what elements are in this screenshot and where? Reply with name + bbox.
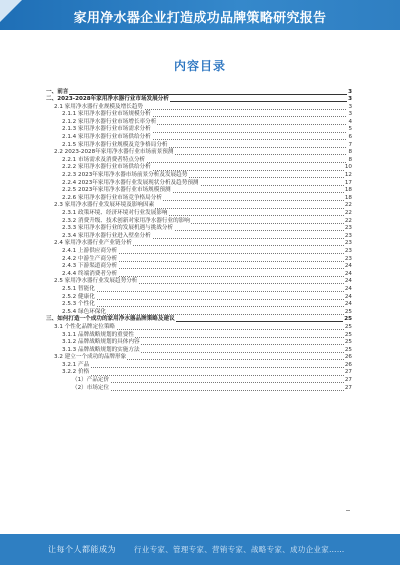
toc-entry-page: 27 xyxy=(344,384,352,391)
toc-entry-label: 2.4 家用净水器行业产业链分析 xyxy=(54,240,132,247)
toc-entry-label: 2.1 家用净水器行业规模及增长趋势 xyxy=(54,103,143,110)
toc-entry-page: 26 xyxy=(344,361,352,368)
toc-entry[interactable] xyxy=(46,354,352,362)
toc-entry-page: 3 xyxy=(348,111,352,118)
toc-entry-page: 25 xyxy=(344,308,352,315)
footer-slogan: 让每个人都能成为 xyxy=(48,545,116,554)
toc-leader-dots xyxy=(46,94,352,95)
toc-entry[interactable] xyxy=(46,225,352,233)
toc-entry[interactable] xyxy=(46,89,352,97)
toc-entry-label: 2.2.4 2023年家用净水器行业发展现状分析及趋势预测 xyxy=(62,179,199,186)
toc-entry-label: 2.2 2023-2028年家用净水器行业市场前景预测 xyxy=(54,149,174,156)
toc-entry-label: 2.3.3 家用净水器行业的发展机遇与挑战分析 xyxy=(62,225,174,232)
toc-entry-page: 18 xyxy=(344,194,352,201)
toc-leader-dots xyxy=(62,291,352,292)
toc-entry-page: 24 xyxy=(344,270,352,277)
toc-entry[interactable] xyxy=(46,324,352,332)
toc-entry[interactable] xyxy=(46,126,352,134)
toc-entry-label: 2.4.2 中游生产商分析 xyxy=(62,255,118,262)
toc-entry-label: 3.1.3 品牌战略规划的实施方法 xyxy=(62,346,140,353)
toc-entry-page: 24 xyxy=(344,301,352,308)
toc-entry[interactable] xyxy=(46,240,352,248)
toc-entry[interactable] xyxy=(46,286,352,294)
toc-entry-label: 2.4.4 终端消费者分析 xyxy=(62,270,118,277)
toc-entry-page: 25 xyxy=(344,316,352,323)
footer-roles: 行业专家、管理专家、营销专家、战略专家、成功企业家…… xyxy=(134,545,345,554)
toc-entry[interactable] xyxy=(46,164,352,172)
toc-entry-page: 23 xyxy=(344,255,352,262)
table-of-contents xyxy=(46,88,352,392)
toc-entry[interactable] xyxy=(46,134,352,142)
toc-entry[interactable] xyxy=(46,278,352,286)
toc-entry-label: 3.1.1 品牌战略规划的重要性 xyxy=(62,331,134,338)
toc-entry-page: 23 xyxy=(344,225,352,232)
toc-entry-page: 24 xyxy=(344,278,352,285)
toc-entry[interactable] xyxy=(46,248,352,256)
toc-entry-label: 2.1.1 家用净水器行业市场规模分析 xyxy=(62,111,151,118)
toc-leader-dots xyxy=(62,367,352,368)
toc-entry-label: （2）市场定位 xyxy=(72,384,110,391)
toc-entry-page: 27 xyxy=(344,369,352,376)
toc-entry-page: 23 xyxy=(344,232,352,239)
toc-entry-label: 2.1.2 家用净水器行业市场增长率分析 xyxy=(62,118,157,125)
toc-entry-page: 25 xyxy=(344,339,352,346)
toc-entry-label: 2.5.3 个性化 xyxy=(62,301,95,308)
toc-entry[interactable] xyxy=(46,332,352,340)
toc-entry[interactable] xyxy=(46,369,352,377)
toc-entry-label: 2.2.5 2023年家用净水器行业市场规模预测 xyxy=(62,187,171,194)
toc-entry-label: 2.2.3 2023年家用净水器市场前景分析及发展趋势 xyxy=(62,172,188,179)
toc-entry-label: （1）产品定价 xyxy=(72,377,110,384)
toc-entry-page: 23 xyxy=(344,247,352,254)
toc-entry-label: 2.2.2 家用净水器行业市场供给分析 xyxy=(62,164,151,171)
toc-leader-dots xyxy=(62,299,352,300)
toc-entry[interactable] xyxy=(46,362,352,370)
toc-entry-page: 7 xyxy=(348,141,352,148)
toc-entry-page: 5 xyxy=(348,126,352,133)
toc-entry[interactable] xyxy=(46,301,352,309)
header-banner xyxy=(0,0,400,30)
toc-leader-dots xyxy=(72,390,352,391)
toc-entry[interactable] xyxy=(46,339,352,347)
toc-entry-page: 10 xyxy=(344,164,352,171)
toc-entry-label: 2.1.5 家用净水器行业规模及竞争格局分析 xyxy=(62,141,168,148)
toc-entry-page: 25 xyxy=(344,323,352,330)
toc-entry-label: 2.1.4 家用净水器行业市场供给分析 xyxy=(62,134,151,141)
toc-entry-page: 8 xyxy=(348,149,352,156)
toc-entry-label: 3.2 建立一个成功的品牌形象 xyxy=(54,354,127,361)
toc-entry[interactable] xyxy=(46,294,352,302)
toc-entry-page: 4 xyxy=(348,118,352,125)
toc-entry-label: 3.2.2 价格 xyxy=(62,369,90,376)
toc-entry[interactable] xyxy=(46,210,352,218)
toc-entry-page: 8 xyxy=(348,156,352,163)
toc-entry-label: 2.4.3 下游渠道商分析 xyxy=(62,263,118,270)
toc-entry-label: 2.3.4 家用净水器行业进入壁垒分析 xyxy=(62,232,151,239)
toc-entry[interactable] xyxy=(46,149,352,157)
toc-entry-page: 6 xyxy=(348,134,352,141)
toc-entry-label: 2.5 家用净水器行业发展趋势分析 xyxy=(54,278,138,285)
toc-entry[interactable] xyxy=(46,187,352,195)
toc-entry-page: 27 xyxy=(344,377,352,384)
toc-entry-page: 26 xyxy=(344,354,352,361)
toc-entry-label: 2.2.6 家用净水器行业市场竞争格局分析 xyxy=(62,194,162,201)
toc-entry-page: 24 xyxy=(344,293,352,300)
toc-entry-label: 一、前言 xyxy=(46,88,69,95)
toc-entry[interactable] xyxy=(46,316,352,324)
toc-title: 内容目录 xyxy=(173,59,226,73)
toc-entry-page: 18 xyxy=(344,187,352,194)
toc-entry-page: 24 xyxy=(344,285,352,292)
footer-banner xyxy=(0,534,400,565)
toc-entry-label: 2.5.2 健康化 xyxy=(62,293,95,300)
toc-entry-page: 12 xyxy=(344,172,352,179)
toc-entry-label: 2.5.1 智能化 xyxy=(62,285,95,292)
toc-entry-label: 2.4.1 上游供应商分析 xyxy=(62,247,118,254)
toc-entry[interactable] xyxy=(46,172,352,180)
toc-entry-label: 二、2023-2028年家用净水器行业市场发展分析 xyxy=(46,96,169,103)
toc-entry-page: 3 xyxy=(348,88,352,95)
toc-entry-page: 22 xyxy=(344,217,352,224)
toc-entry[interactable] xyxy=(46,377,352,385)
toc-entry-page: 3 xyxy=(348,103,352,110)
toc-entry-page: 17 xyxy=(344,179,352,186)
toc-leader-dots xyxy=(62,306,352,307)
toc-entry-page: 25 xyxy=(344,346,352,353)
toc-entry-label: 三、如何打造一个成功的家用净水器品牌策略及建议 xyxy=(46,316,175,323)
toc-entry-label: 2.3 家用净水器行业发展环境及影响因素 xyxy=(54,202,155,209)
toc-entry-page: 24 xyxy=(344,263,352,270)
toc-entry[interactable] xyxy=(46,111,352,119)
toc-entry-page: 22 xyxy=(344,210,352,216)
toc-leader-dots xyxy=(72,382,352,383)
toc-entry-label: 2.2.1 市场需求及消费者特点分析 xyxy=(62,156,146,163)
toc-entry[interactable] xyxy=(46,263,352,271)
toc-entry-label: 2.3.2 消费升级、技术创新对家用净水器行业的影响 xyxy=(62,217,190,224)
toc-entry-label: 2.5.4 绿色环保化 xyxy=(62,308,106,315)
toc-entry-label: 2.3.1 政策环境、经济环境对行业发展影响 xyxy=(62,210,168,216)
toc-entry-label: 3.1 个性化品牌定位策略 xyxy=(54,323,116,330)
page-mark xyxy=(346,510,350,511)
toc-entry-page: 3 xyxy=(348,96,352,103)
toc-leader-dots xyxy=(62,375,352,376)
report-title: 家用净水器企业打造成功品牌策略研究报告 xyxy=(73,11,327,26)
toc-entry[interactable] xyxy=(46,202,352,210)
toc-entry[interactable] xyxy=(46,385,352,393)
toc-entry-page: 22 xyxy=(344,202,352,209)
toc-entry[interactable] xyxy=(46,96,352,104)
toc-entry-label: 2.1.3 家用净水器行业市场需求分析 xyxy=(62,126,151,133)
toc-entry-page: 25 xyxy=(344,331,352,338)
toc-entry-page: 23 xyxy=(344,240,352,247)
toc-entry-label: 3.2.1 产品 xyxy=(62,361,90,368)
toc-entry-label: 3.1.2 品牌战略规划的具体内容 xyxy=(62,339,140,346)
